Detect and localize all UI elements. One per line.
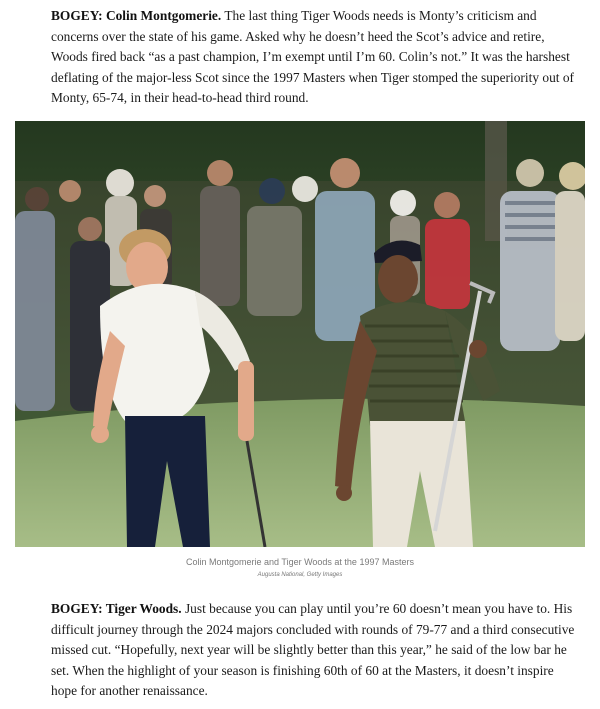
golfers-photo-illustration [15, 121, 585, 547]
photo-credit: Augusta National, Getty Images [257, 572, 343, 578]
article-photo [15, 121, 585, 547]
photo-caption: Colin Montgomerie and Tiger Woods at the 1997 Masters [186, 557, 414, 567]
article-paragraph-woods [51, 599, 580, 702]
bogey-heading-montgomerie: BOGEY: Colin Montgomerie. [51, 8, 222, 23]
paragraph-body-woods: Just because you can play until you’re 60 doesn’t mean you have to. His difficult journey through the 2024 majors concluded with rounds of 79-77 and a third consecutive missed cut. “Hopefully, next year will be slightly better than this year,” he said of the low bar he set. When the highlight of your season is finishing 60th of 60 at the Masters, it doesn’t inspire hope for another renaissance. [51, 601, 575, 698]
bogey-heading-woods: BOGEY: Tiger Woods. [51, 601, 182, 616]
article-paragraph-montgomerie [51, 6, 580, 109]
paragraph-body-montgomerie: The last thing Tiger Woods needs is Monty’s criticism and concerns over the state of his game. Asked why he doesn’t heed the Scot’s advice and retire, Woods fired back “as a past champion, I’m exempt until I’m 60. Colin’s not.” It was the harshest deflating of the major-less Scot since the 1997 Masters when Tiger stomped the superiority out of Monty, 65-74, in their head-to-head third round. [51, 8, 574, 105]
